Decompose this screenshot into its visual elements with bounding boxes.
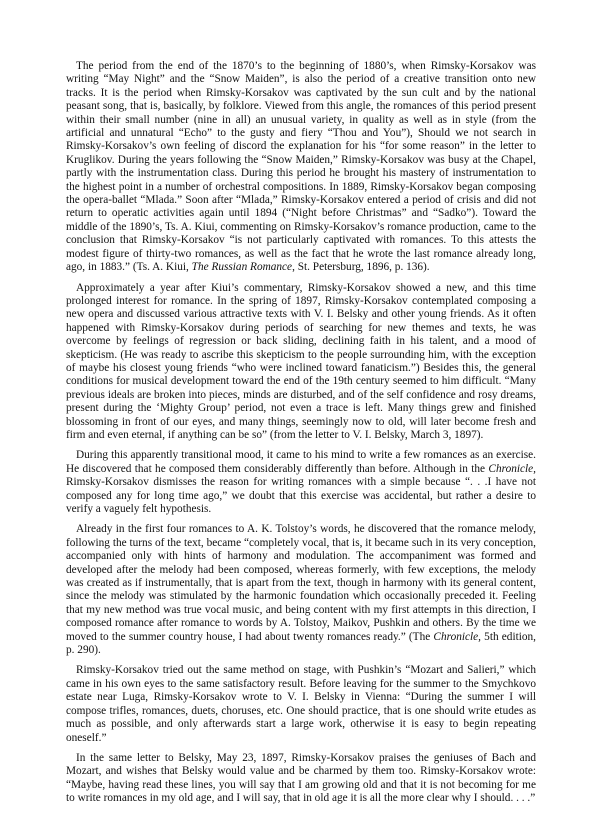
book-title-chronicle: Chronicle,	[433, 630, 481, 643]
paragraph-2-text: Approximately a year after Kiui’s commentary, Rimsky-Korsakov showed a new, and this time prolonged interest for romance. In the spring of 1897, Rimsky-Korsakov contemplated composing a new opera and discussed various attractive texts with V. I. Belsky and other young friends. As it often happened with Rimsky-Korsakov during periods of searching for new themes and texts, he was overcome by feelings of regression or back sliding, declining faith in his talent, and a mood of skepticism. (He was ready to ascribe this skepticism to the people surrounding him, with the exception of maybe his closest young friends “who were inclined toward fanaticism.”) Besides this, the general conditions for musical development toward the end of the 19th century seemed to him difficult. “Many previous ideals are broken into pieces, minds are disturbed, and of the self confidence and rosy dreams, present during the ‘Mighty Group’ period, not even a trace is left. Many things grew and finished blossoming in front of our eyes, and many things, seemingly now to old, will later become fresh and firm and even eternal, if anything can be so” (from the letter to V. I. Belsky, March 3, 1897).	[66, 281, 536, 441]
paragraph-4	[66, 523, 536, 657]
paragraph-5-text: Rimsky-Korsakov tried out the same method on stage, with Pushkin’s “Mozart and Salieri,” which came in his own eyes to the same satisfactory result. Before leaving for the summer to the Smychkovo estate near Luga, Rimsky-Korsakov wrote to V. I. Belsky in Vienna: “During the summer I will compose trifles, romances, duets, choruses, etc. One should practice, that is one should write etudes as much as possible, and only afterwards start a large work, otherwise it is easy to begin repeating oneself.”	[66, 664, 536, 744]
paragraph-6-text: In the same letter to Belsky, May 23, 1897, Rimsky-Korsakov praises the geniuses of Bach and Mozart, and wishes that Belsky would value and be charmed by them too. Rimsky-Korsakov wrote: “Maybe, having read these lines, you will say that I am growing old and that it is not becoming for me to write romances in my old age, and I will say, that in old age it is all the more clear why I should. . . .”	[66, 751, 536, 805]
paragraph-2	[66, 282, 536, 443]
paragraph-3-text: During this apparently transitional mood, it came to his mind to write a few romances as an exercise. He discovered that he composed them considerably differently than before. Although in the	[66, 449, 536, 475]
paragraph-3-text-cont: Rimsky-Korsakov dismisses the reason for writing romances with a simple because “. . .I have not composed any for long time ago,” we doubt that this exercise was accidental, but rather a desire to verify a vaguely felt hypothesis.	[66, 476, 536, 515]
paragraph-3	[66, 449, 536, 516]
paragraph-6	[66, 752, 536, 806]
document-page	[66, 60, 536, 813]
paragraph-1-citation: , St. Petersburg, 1896, p. 136).	[292, 261, 430, 274]
paragraph-4-citation: 5th edition, p. 290).	[66, 630, 536, 657]
paragraph-5	[66, 664, 536, 744]
book-title-russian-romance: The Russian Romance	[191, 261, 293, 274]
paragraph-4-text: Already in the first four romances to A. K. Tolstoy’s words, he discovered that the romance melody, following the turns of the text, became “completely vocal, that is, it became such in its very conception, accompanied only with hints of harmony and modulation. The accompaniment was formed and developed after the melody had been composed, whereas formerly, with few exceptions, the melody was created as if instrumentally, that is apart from the text, though in harmony with its general content, since the melody was stimulated by the harmonic foundation which occasionally preceded it. Feeling that my new method was true vocal music, and being content with my first attempts in this direction, I composed romance after romance to words by A. Tolstoy, Maikov, Pushkin and others. By the time we moved to the summer country house, I had about twenty romances ready.” (The	[66, 523, 536, 643]
paragraph-1-text: The period from the end of the 1870’s to the beginning of 1880’s, when Rimsky-Korsakov was writing “May Night” and the “Snow Maiden”, is also the period of a creative transition onto new tracks. It is the period when Rimsky-Korsakov was captivated by the sun cult and by the national peasant song, that is, basically, by folklore. Viewed from this angle, the romances of this period present within their small number (nine in all) an unusual variety, in quality as well as in style (from the artificial and unnatural “Echo” to the gusty and fiery “Thou and You”), Should we not search in Rimsky-Korsakov’s own feeling of discord the explanation for his “for some reason” in the letter to Kruglikov. During the years following the “Snow Maiden,” Rimsky-Korsakov was busy at the Chapel, partly with the instrumentation class. During this period he brought his mastery of instrumentation to the highest point in a number of orchestral compositions. In 1889, Rimsky-Korsakov began composing the opera-ballet “Mlada.” Soon after “Mlada,” Rimsky-Korsakov entered a period of crisis and did not return to operatic activities again until 1894 (“Night before Christmas” and “Sadko”). Toward the middle of the 1890’s, Ts. A. Kiui, commenting on Rimsky-Korsakov’s romance production, came to the conclusion that Rimsky-Korsakov “is not particularly captivated with romances. To this attests the modest figure of thirty-two romances, as well as the fact that he wrote the last romance already long, ago, in 1883.” (Ts. A. Kiui,	[66, 60, 536, 274]
paragraph-1	[66, 60, 536, 275]
book-title-chronicle: Chronicle,	[488, 462, 536, 475]
